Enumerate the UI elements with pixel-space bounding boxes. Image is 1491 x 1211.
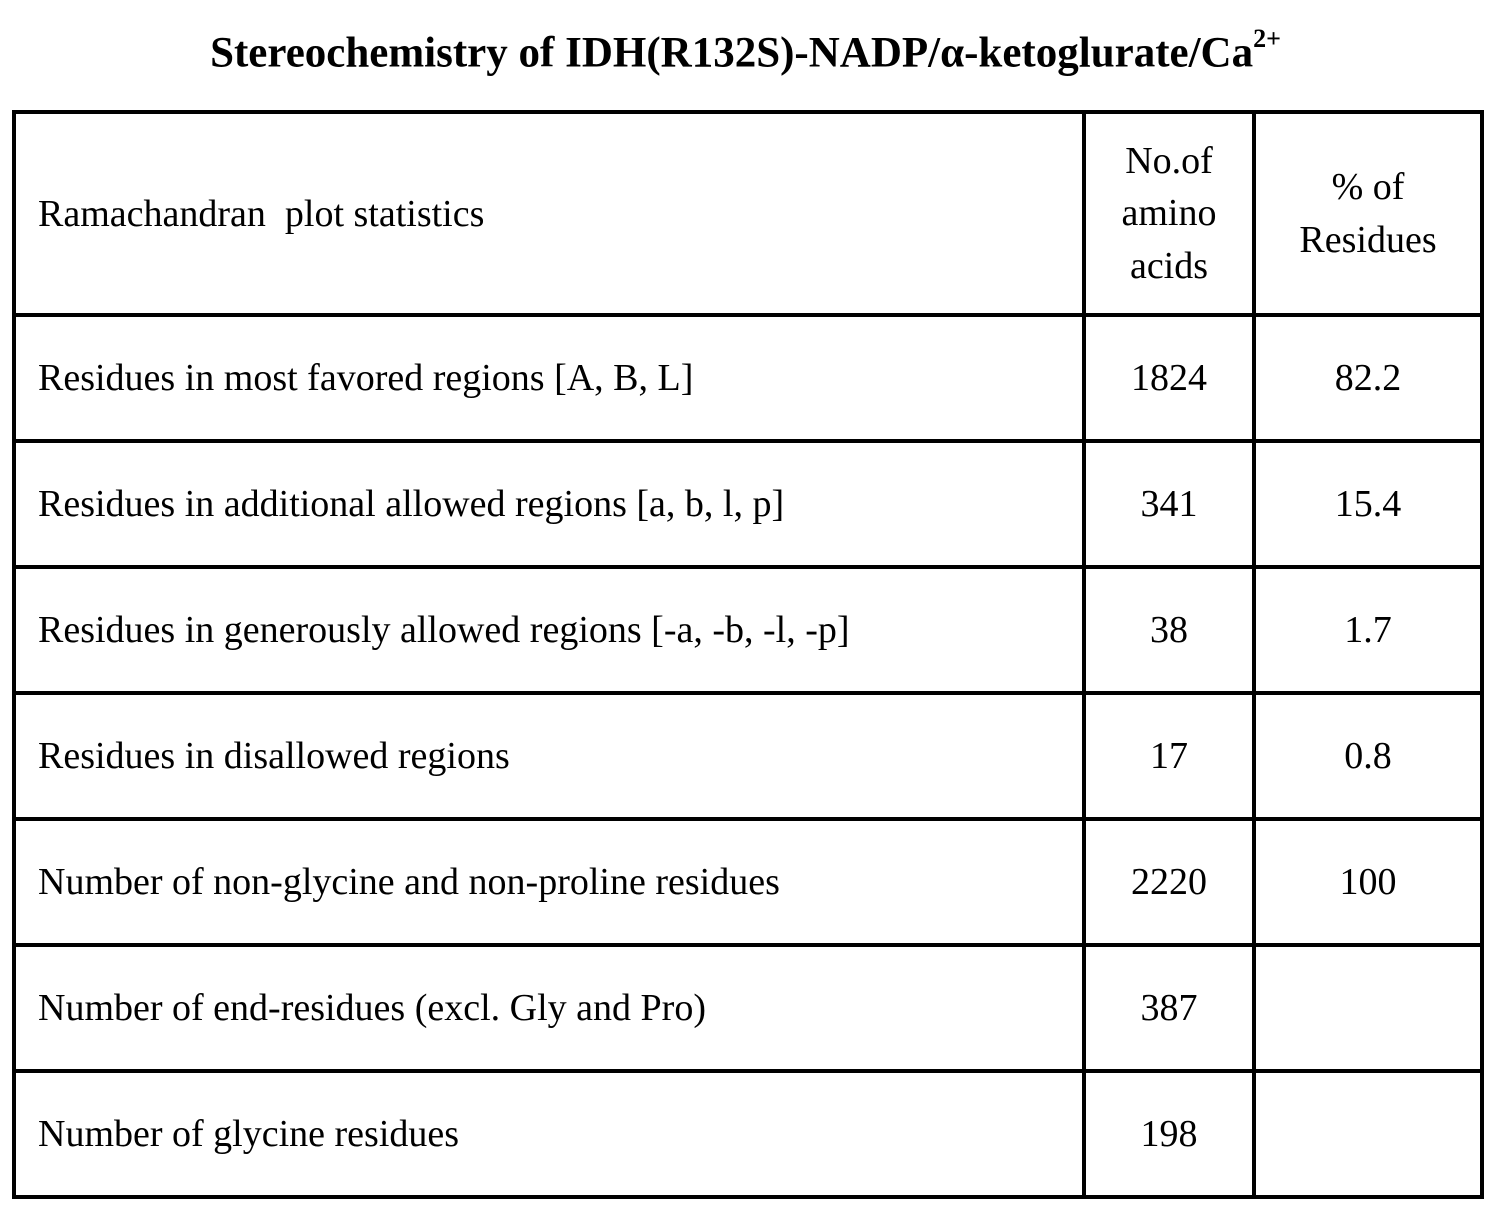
- table-row: [14, 1071, 1482, 1197]
- header-statistic: Ramachandran plot statistics: [14, 112, 1084, 315]
- table-row: [14, 945, 1482, 1071]
- table-title: [0, 28, 1491, 77]
- row-count: 341: [1084, 441, 1254, 567]
- row-count: 387: [1084, 945, 1254, 1071]
- row-percent: 15.4: [1254, 441, 1482, 567]
- row-label: Residues in generously allowed regions [-a, -b, -l, -p]: [14, 567, 1084, 693]
- row-percent: 1.7: [1254, 567, 1482, 693]
- ramachandran-table: [12, 110, 1484, 1199]
- table-row: [14, 567, 1482, 693]
- row-count: 2220: [1084, 819, 1254, 945]
- row-percent: [1254, 1071, 1482, 1197]
- row-count: 198: [1084, 1071, 1254, 1197]
- row-label: Residues in additional allowed regions [a, b, l, p]: [14, 441, 1084, 567]
- row-percent: 100: [1254, 819, 1482, 945]
- header-count: No.of amino acids: [1084, 112, 1254, 315]
- table-row: [14, 693, 1482, 819]
- row-count: 38: [1084, 567, 1254, 693]
- row-percent: [1254, 945, 1482, 1071]
- row-label: Residues in most favored regions [A, B, L]: [14, 315, 1084, 441]
- row-label: Residues in disallowed regions: [14, 693, 1084, 819]
- row-count: 1824: [1084, 315, 1254, 441]
- row-percent: 0.8: [1254, 693, 1482, 819]
- row-label: Number of glycine residues: [14, 1071, 1084, 1197]
- table-row: [14, 315, 1482, 441]
- row-count: 17: [1084, 693, 1254, 819]
- title-text: Stereochemistry of IDH(R132S)-NADP/α-ketoglurate/Ca: [210, 29, 1253, 76]
- table-row: [14, 819, 1482, 945]
- table-row: [14, 441, 1482, 567]
- header-percent: % of Residues: [1254, 112, 1482, 315]
- row-label: Number of non-glycine and non-proline residues: [14, 819, 1084, 945]
- row-label: Number of end-residues (excl. Gly and Pro): [14, 945, 1084, 1071]
- title-superscript: 2+: [1253, 24, 1281, 53]
- row-percent: 82.2: [1254, 315, 1482, 441]
- header-row: [14, 112, 1482, 315]
